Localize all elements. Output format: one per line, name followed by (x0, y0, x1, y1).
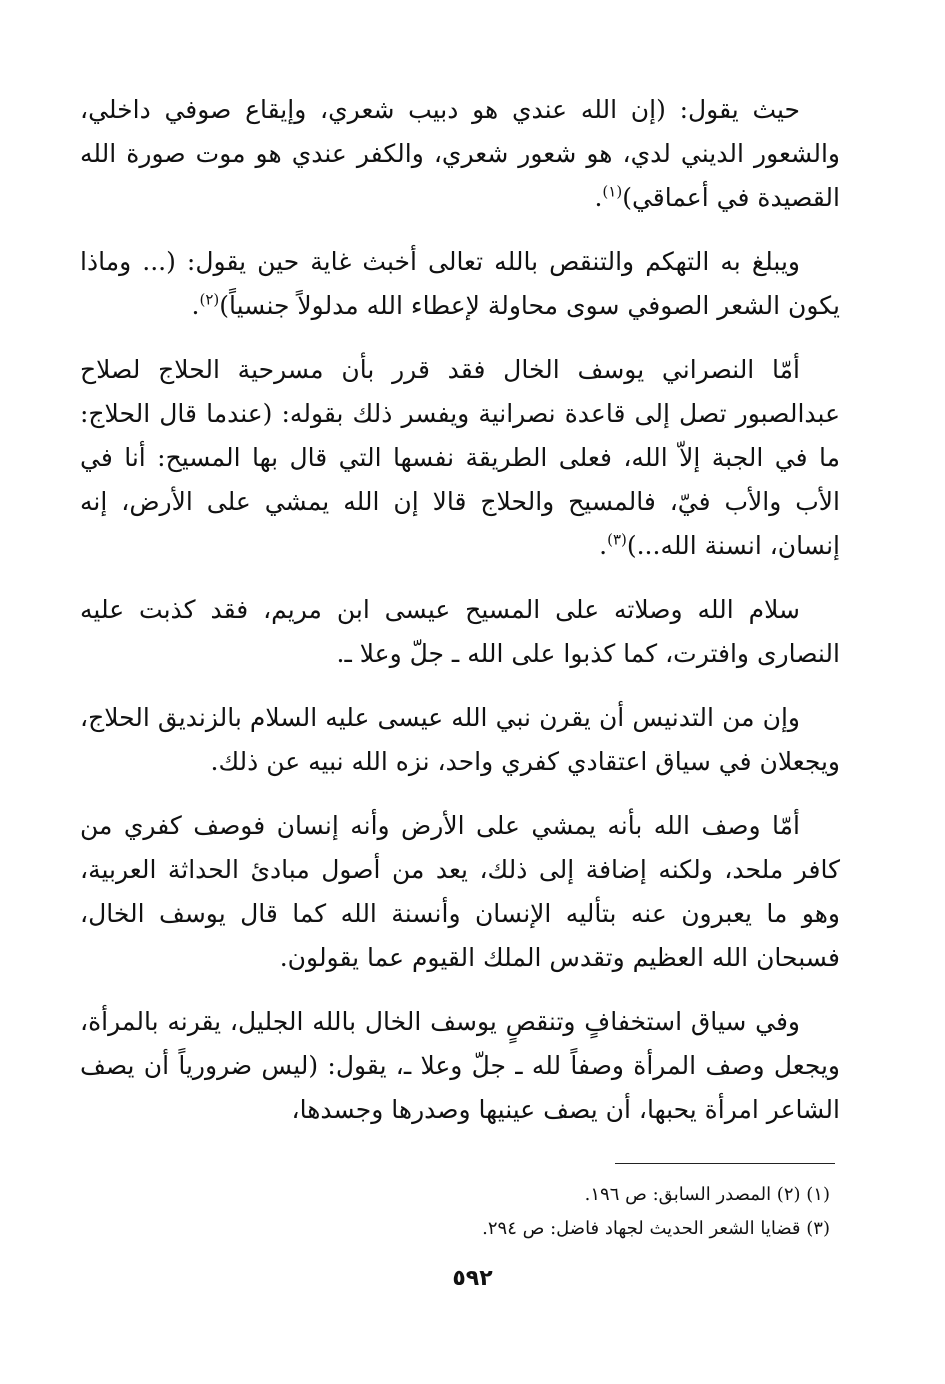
footnote-2: (٣) قضايا الشعر الحديث لجهاد فاضل: ص ٢٩٤. (482, 1218, 830, 1239)
paragraph-6 (80, 804, 840, 980)
footnotes (80, 1178, 830, 1246)
paragraph-3 (80, 348, 840, 568)
footnote-ref-2: (٢) (199, 290, 220, 309)
paragraph-6-text: أمّا وصف الله بأنه يمشي على الأرض وأنه إنسان فوصف كفري من كافر ملحد، ولكنه إضافة إلى ذلك، يعد من أصول مبادئ الحداثة العربية، وهو ما يعبرون عنه بتأليه الإنسان وأنسنة الله كما قال يوسف الخال، فسبحان الله العظيم وتقدس الملك القيوم عما يقولون. (80, 811, 840, 972)
footnote-1: (١) (٢) المصدر السابق: ص ١٩٦. (584, 1184, 830, 1205)
paragraph-1-end: . (594, 183, 603, 212)
paragraph-2-text: ويبلغ به التهكم والتنقص بالله تعالى أخبث غاية حين يقول: (... وماذا يكون الشعر الصوفي سوى محاولة لإعطاء الله مدلولاً جنسياً) (80, 247, 840, 320)
main-text (80, 88, 840, 1152)
paragraph-7-text: وفي سياق استخفافٍ وتنقصٍ يوسف الخال بالله الجليل، يقرنه بالمرأة، ويجعل وصف المرأة وصفاً لله ـ جلّ وعلا ـ، يقول: (ليس ضرورياً أن يصف الشاعر امرأة يحبها، أن يصف عينيها وصدرها وجسدها، (80, 1007, 840, 1124)
paragraph-4 (80, 588, 840, 676)
page-number: ٥٩٢ (452, 1266, 493, 1291)
footnote-ref-1: (١) (602, 182, 623, 201)
paragraph-2 (80, 240, 840, 328)
footnote-ref-3: (٣) (607, 530, 627, 549)
paragraph-3-end: . (599, 531, 608, 560)
paragraph-7 (80, 1000, 840, 1132)
paragraph-5 (80, 696, 840, 784)
paragraph-1-text: حيث يقول: (إن الله عندي هو دبيب شعري، وإيقاع صوفي داخلي، والشعور الديني لدي، هو شعور شعري، والكفر عندي هو موت صورة الله القصيدة في أعماقي) (80, 95, 840, 212)
paragraph-4-text: سلام الله وصلاته على المسيح عيسى ابن مريم، فقد كذبت عليه النصارى وافترت، كما كذبوا على الله ـ جلّ وعلا ـ. (80, 595, 840, 668)
paragraph-1 (80, 88, 840, 220)
paragraph-2-end: . (191, 291, 200, 320)
paragraph-5-text: وإن من التدنيس أن يقرن نبي الله عيسى عليه السلام بالزنديق الحلاج، ويجعلان في سياق اعتقادي كفري واحد، نزه الله نبيه عن ذلك. (80, 703, 840, 776)
paragraph-3-text: أمّا النصراني يوسف الخال فقد قرر بأن مسرحية الحلاج لصلاح عبدالصبور تصل إلى قاعدة نصرانية ويفسر ذلك بقوله: (عندما قال الحلاج: ما في الجبة إلاّ الله، فعلى الطريقة نفسها التي قال بها المسيح: أنا في الأب والأب فيّ، فالمسيح والحلاج قالا إن الله يمشي على الأرض، إنه إنسان، انسنة الله...) (80, 355, 840, 560)
footnote-separator (615, 1163, 835, 1164)
